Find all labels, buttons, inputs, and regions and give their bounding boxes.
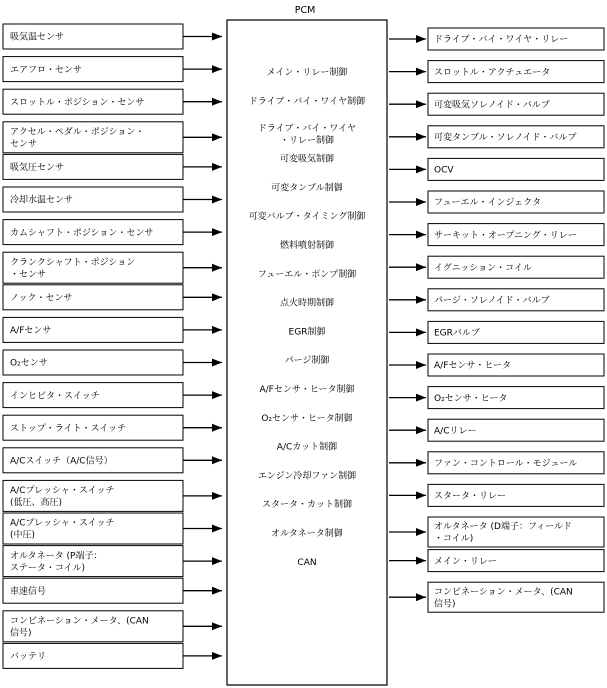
output-label: コンビネーション・メータ、(CAN (434, 587, 573, 598)
output-item (389, 158, 604, 180)
output-item (389, 224, 604, 246)
output-label: O₂センサ・ヒータ (434, 393, 508, 404)
input-item (3, 643, 222, 668)
input-label: 車速信号 (10, 586, 47, 597)
input-label: 信号) (10, 628, 32, 639)
input-item (3, 578, 222, 603)
output-label: スタータ・リレー (434, 491, 507, 502)
output-label: フューエル・インジェクタ (434, 198, 541, 209)
input-label: エアフロ・センサ (10, 65, 83, 76)
input-item (3, 24, 222, 49)
pcm-function-label: ・リレー制御 (279, 135, 335, 146)
output-item (389, 256, 604, 278)
pcm-box (227, 20, 387, 685)
input-label: (中圧) (10, 530, 36, 541)
input-label: クランクシャフト・ポジション (10, 257, 136, 268)
pcm-function-label: エンジン冷却ファン制御 (257, 471, 357, 482)
output-label: ファン・コントロール・モジュール (434, 459, 578, 469)
input-label: A/Fセンサ (10, 326, 52, 337)
output-item (389, 289, 604, 311)
input-item (3, 350, 222, 375)
output-label: 可変タンブル・ソレノイド・バルブ (434, 133, 577, 143)
output-item (389, 126, 604, 148)
output-label: メイン・リレー (434, 556, 497, 567)
output-item (389, 321, 604, 343)
pcm-function-label: ドライブ・バイ・ワイヤ制御 (248, 97, 366, 107)
input-item (3, 546, 222, 577)
input-item (3, 57, 222, 82)
input-item (3, 154, 222, 179)
output-label: ・コイル) (434, 534, 474, 545)
output-box (428, 158, 604, 180)
pcm-function-label: スタータ・カット制御 (262, 500, 352, 511)
input-item (3, 611, 222, 642)
output-item (389, 517, 604, 547)
output-item (389, 61, 604, 83)
input-item (3, 252, 222, 283)
output-label: オルタネータ (D端子：フィールド (434, 522, 573, 533)
input-label: インヒビタ・スイッチ (10, 391, 100, 402)
output-devices (389, 28, 604, 612)
input-label: O₂センサ (10, 358, 48, 369)
pcm-title: PCM (294, 5, 316, 16)
input-signals (3, 24, 222, 668)
output-item (389, 582, 604, 612)
input-label: ノック・センサ (10, 293, 73, 304)
pcm-function-label: A/Cカット制御 (276, 442, 338, 453)
pcm-function-label: オルタネータ制御 (271, 529, 343, 539)
input-label: 冷却水温センサ (10, 195, 74, 206)
input-item (3, 480, 222, 511)
output-item (389, 354, 604, 376)
output-item (389, 550, 604, 572)
pcm-function-label: EGR制御 (288, 327, 326, 338)
pcm-function-label: パージ制御 (284, 356, 330, 367)
output-item (389, 28, 604, 50)
pcm-function-label: CAN (297, 557, 317, 568)
output-item (389, 93, 604, 115)
output-label: 可変吸気ソレノイド・バルブ (434, 100, 550, 111)
pcm-function-label: 可変バルブ・タイミング制御 (248, 212, 366, 223)
pcm-function-label: 燃料噴射制御 (279, 241, 335, 251)
input-item (3, 317, 222, 342)
input-label: オルタネータ (P端子： (10, 551, 103, 562)
input-item (3, 513, 222, 544)
input-label: 吸気温センサ (10, 32, 65, 43)
output-item (389, 191, 604, 213)
input-label: ・センサ (10, 269, 47, 280)
pcm-function-label: メイン・リレー制御 (266, 68, 348, 79)
input-label: センサ (10, 139, 38, 150)
output-label: サーキット・オープニング・リレー (434, 230, 577, 241)
pcm-function-label: ドライブ・バイ・ワイヤ (257, 123, 357, 134)
pcm-function-label: 可変吸気制御 (279, 154, 335, 165)
pcm-function-label: フューエル・ポンプ制御 (257, 269, 357, 280)
input-label: バッテリ (10, 652, 47, 663)
output-label: ドライブ・バイ・ワイヤ・リレー (434, 35, 569, 46)
output-label: イグニッション・コイル (434, 263, 532, 274)
output-label: パージ・ソレノイド・バルブ (434, 296, 550, 306)
pcm-function-label: 点火時期制御 (279, 298, 335, 309)
input-label: ステータ・コイル) (10, 563, 86, 574)
input-label: A/Cスイッチ（A/C信号） (10, 456, 113, 467)
input-label: A/Cプレッシャ・スイッチ (10, 486, 115, 497)
output-item (389, 484, 604, 506)
output-label: OCV (434, 165, 454, 176)
input-item (3, 383, 222, 408)
output-label: A/Fセンサ・ヒータ (434, 361, 512, 372)
input-item (3, 285, 222, 310)
output-item (389, 452, 604, 474)
output-label: スロットル・アクチュエータ (434, 67, 551, 78)
input-item (3, 187, 222, 212)
output-item (389, 387, 604, 409)
input-label: A/Cプレッシャ・スイッチ (10, 518, 115, 529)
input-label: スロットル・ポジション・センサ (10, 97, 145, 108)
input-label: 吸気圧センサ (10, 163, 65, 174)
pcm-function-label: 可変タンブル制御 (271, 183, 343, 194)
output-label: EGRバルブ (434, 328, 480, 339)
input-item (3, 415, 222, 440)
pcm-function-label: A/Fセンサ・ヒータ制御 (259, 385, 355, 395)
input-label: アクセル・ペダル・ポジション・ (10, 127, 145, 138)
input-label: (低圧、高圧) (10, 498, 63, 509)
output-item (389, 419, 604, 441)
input-item (3, 448, 222, 473)
input-label: コンビネーション・メータ、(CAN (10, 616, 149, 627)
input-item (3, 122, 222, 153)
input-item (3, 89, 222, 114)
pcm-function-label: O₂センサ・ヒータ制御 (261, 413, 353, 424)
input-label: カムシャフト・ポジション・センサ (10, 228, 154, 239)
input-label: ストップ・ライト・スイッチ (10, 423, 127, 434)
input-item (3, 220, 222, 245)
output-label: A/Cリレー (434, 426, 477, 437)
output-label: 信号) (434, 599, 456, 610)
